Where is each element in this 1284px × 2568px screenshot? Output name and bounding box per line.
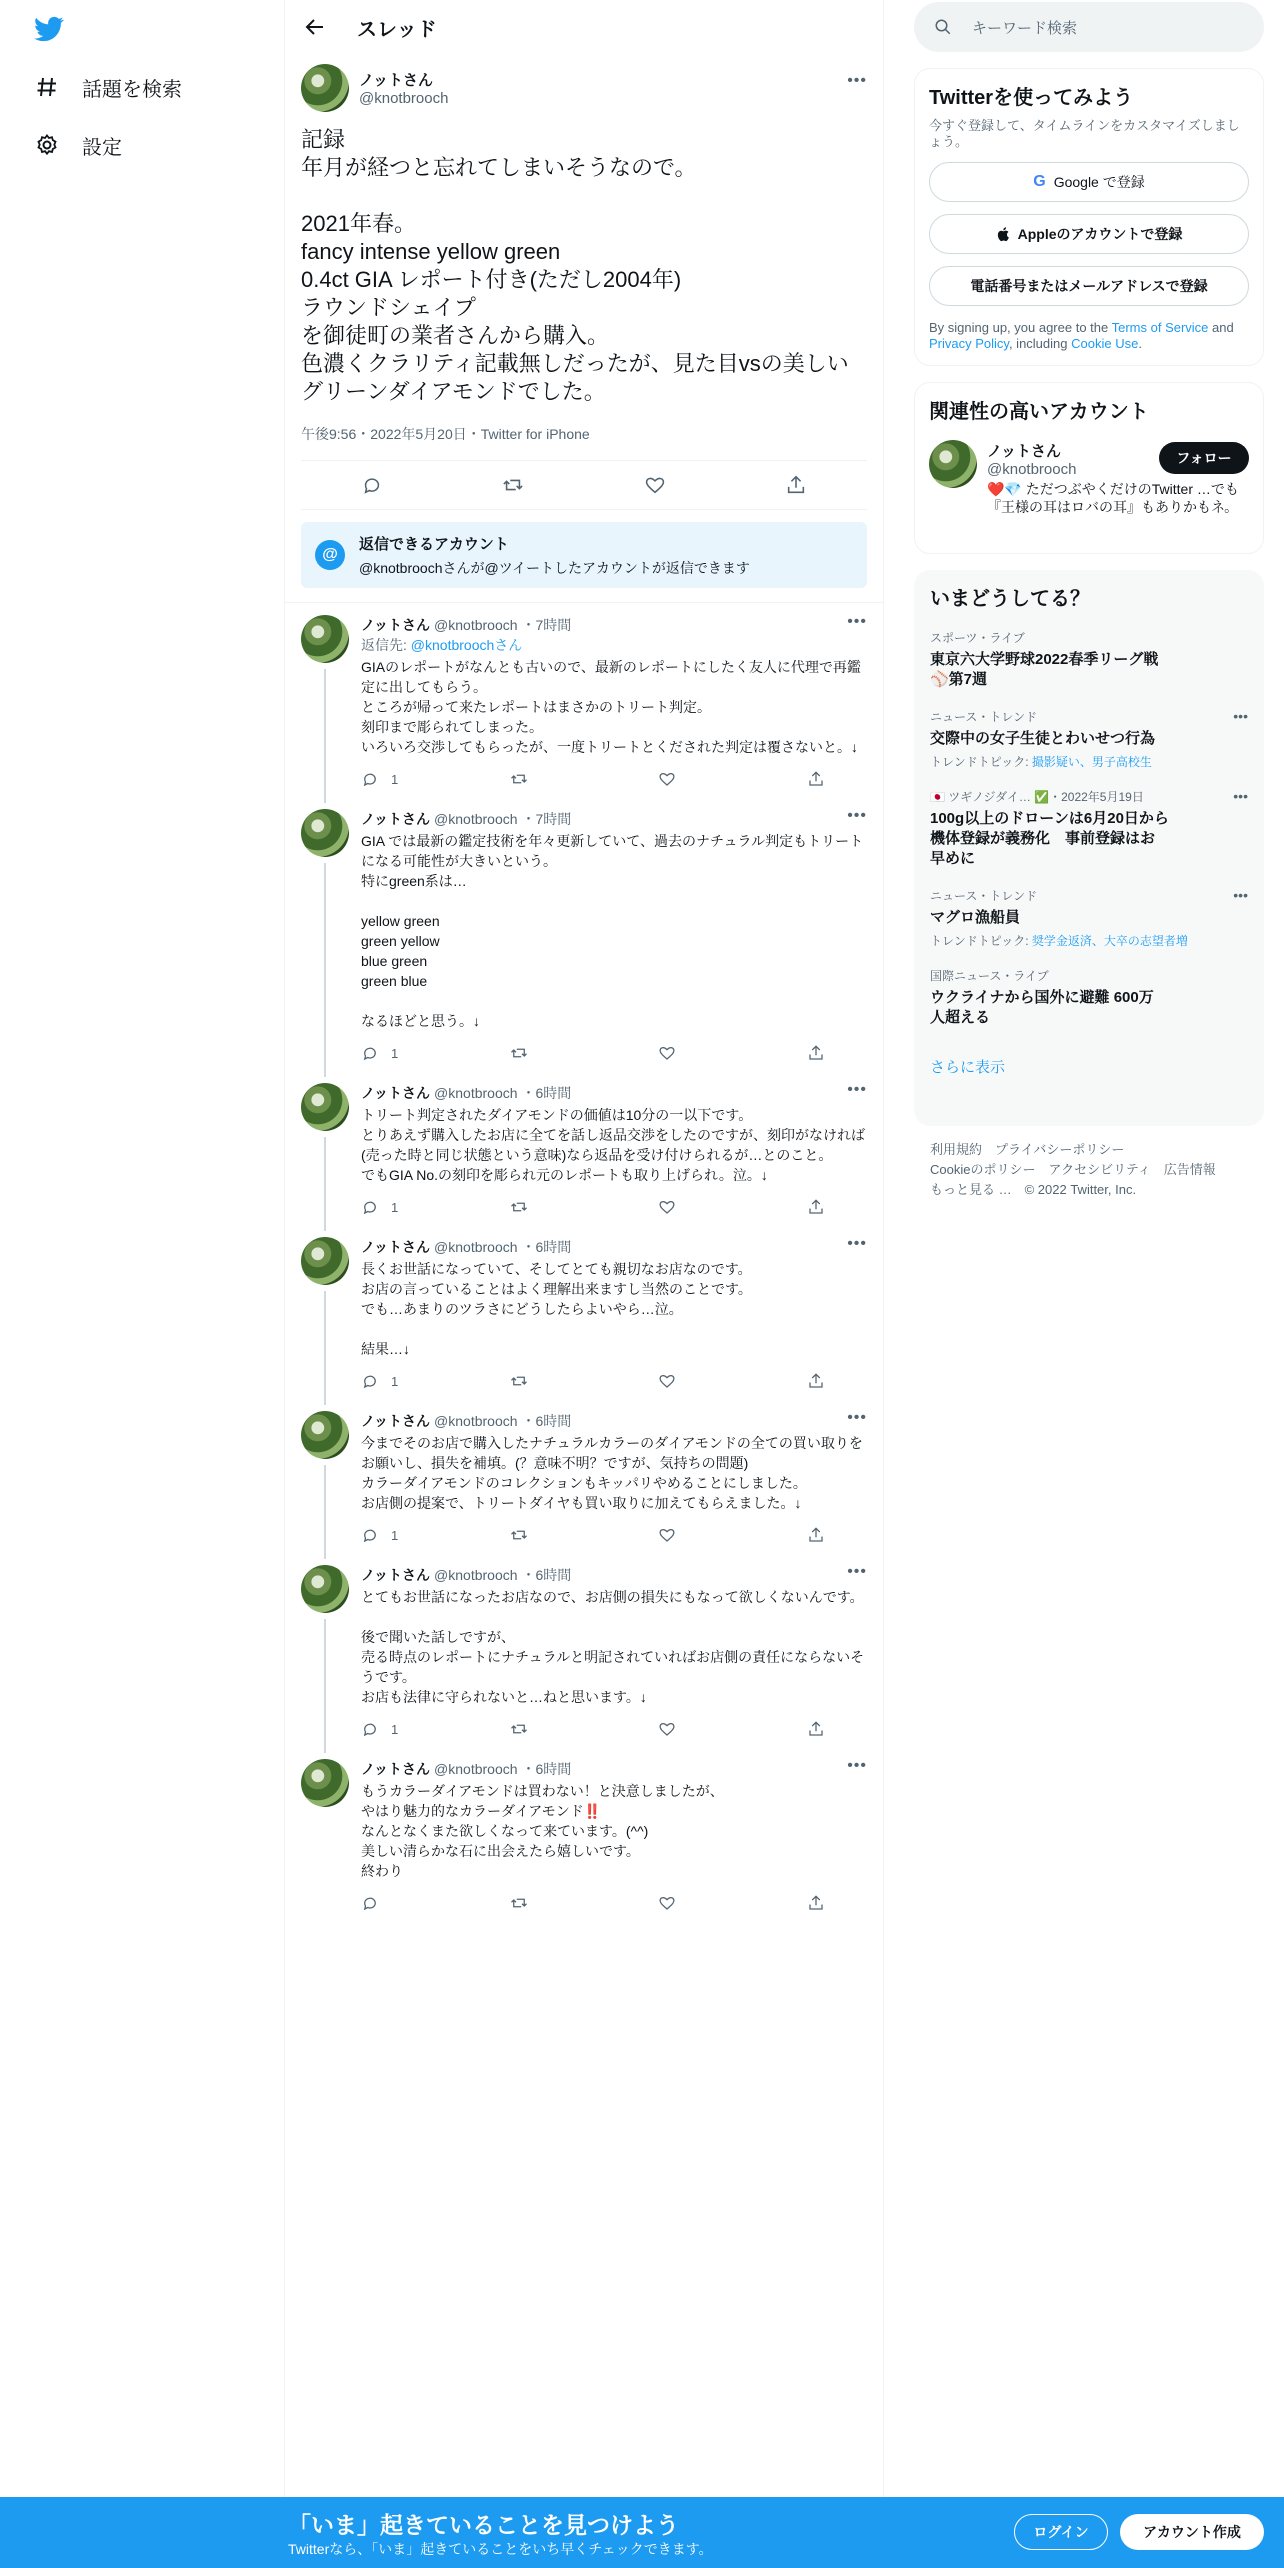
reply-icon[interactable] [361,1894,379,1912]
right-sidebar [914,0,1264,1214]
thread-tweet[interactable] [301,1225,867,1399]
like-icon[interactable] [658,1720,676,1738]
footer-line[interactable]: Cookieのポリシー アクセシビリティ 広告情報 [930,1162,1216,1177]
like-icon[interactable] [658,1894,676,1912]
author-handle[interactable]: @knotbrooch [434,1761,518,1777]
avatar[interactable] [301,1759,349,1807]
gear-icon [34,132,60,158]
like-icon[interactable] [644,474,666,496]
reply-restriction-desc: @knotbroochさんが@ツイートしたアカウントが返信できます [359,559,750,576]
trend-category: ニュース・トレンド [930,889,1038,903]
avatar[interactable] [301,1237,349,1285]
more-options-icon[interactable]: ••• [847,1235,867,1252]
more-options-icon[interactable]: ••• [847,613,867,630]
footer-line[interactable]: もっと見る … © 2022 Twitter, Inc. [930,1182,1137,1197]
thread-connector [324,669,326,803]
thread-replies [285,603,883,1921]
trend-category: ニュース・トレンド [930,710,1038,724]
reply-count: 1 [391,1045,399,1061]
tweet-time[interactable]: ・6時間 [521,1239,572,1255]
tweet-actions [361,1189,867,1225]
retweet-icon[interactable] [510,1894,528,1912]
legal-text: . [1138,336,1142,351]
nav-settings[interactable] [34,125,122,165]
author-handle[interactable]: @knotbrooch [434,1085,518,1101]
more-options-icon[interactable]: ••• [847,1409,867,1426]
share-icon[interactable] [807,1198,825,1216]
avatar[interactable] [929,440,977,488]
thread-connector [324,1619,326,1753]
footer-links [914,1126,1264,1214]
signup-card [914,68,1264,366]
reply-icon[interactable] [361,1198,379,1216]
banner-headline: 「いま」起きていることを見つけよう [288,2512,679,2538]
left-nav [0,0,284,2568]
trend-topics-links[interactable]: 撮影疑い、男子高校生 [1031,755,1152,769]
tweet-time[interactable]: ・6時間 [521,1085,572,1101]
reply-count: 1 [391,1721,399,1737]
trend-category: 国際ニュース・ライブ [930,969,1049,983]
author-name[interactable]: ノットさん [361,1239,431,1255]
trend-item[interactable] [930,887,1248,949]
thread-connector [324,863,326,1077]
more-options-icon[interactable]: ••• [847,1081,867,1098]
reply-to-link[interactable]: @knotbroochさん [410,637,523,653]
trend-category: 🇯🇵 ツギノジダイ… ✅・2022年5月19日 [930,790,1144,804]
tweet-time[interactable]: ・6時間 [521,1567,572,1583]
tweet-text: 記録 年月が経つと忘れてしまいそうなので。 2021年春。 fancy intense yellow green 0.4ct GIA レポート付き(ただし2004年) ラウンドシェイプ を御徒町の業者さんから購入。 色濃くクラリティ記載無しだったが、見た目vsの美しいグリーンダイアモンドでした。 [301,127,849,404]
trend-item[interactable] [930,708,1248,770]
reply-restriction-title: 返信できるアカウント [359,535,509,553]
tweet-text: トリート判定されたダイアモンドの価値は10分の一以下です。 とりあえず購入したお店に全てを話し返品交渉をしたのですが、刻印がなければ(売った時と同じ状態という意味)なら返品を受け付けられるが…とのこと。 でもGIA No.の刻印を彫られ元のレポートも取り上げられ。泣。↓ [361,1107,865,1183]
thread-connector [324,1137,326,1231]
author-handle[interactable]: @knotbrooch [434,1239,518,1255]
tweet-actions [361,1517,867,1553]
thread-connector [324,1465,326,1559]
signup-title: Twitterを使ってみよう [929,87,1134,109]
trend-topics [930,932,1248,949]
reply-icon[interactable] [361,474,383,496]
thread-tweet[interactable] [301,1553,867,1747]
trends-title: いまどうしてる？ [930,588,1090,610]
related-title: 関連性の高いアカウント [929,401,1149,423]
reply-to [361,635,867,655]
related-handle[interactable]: @knotbrooch [987,461,1077,478]
nav-explore[interactable] [34,67,182,107]
author-name[interactable]: ノットさん [361,1567,431,1583]
more-options-icon[interactable]: ••• [1233,788,1248,804]
tweet-text: 今までそのお店で購入したナチュラルカラーのダイアモンドの全ての買い取りをお願いし、損失を補填。(？意味不明？ですが、気持ちの問題) カラーダイアモンドのコレクションもキッパリやめることにしました。 お店側の提案で、トリートダイヤも買い取りに加えてもらえました。↓ [361,1435,863,1511]
privacy-link[interactable]: Privacy Policy [929,336,1009,351]
tweet-text: もうカラーダイアモンドは買わない！と決意しましたが、 やはり魅力的なカラーダイアモンド‼️ なんとなくまた欲しくなって来ています。(^^) 美しい清らかな石に出会えたら嬉しいです。 終わり [361,1783,724,1879]
reply-icon[interactable] [361,1526,379,1544]
author-name[interactable]: ノットさん [361,617,431,633]
phone-email-signup-label: 電話番号またはメールアドレスで登録 [970,278,1208,294]
trend-item[interactable] [930,967,1248,1028]
retweet-icon[interactable] [510,1720,528,1738]
trend-category: スポーツ・ライブ [930,631,1025,645]
apple-signup-button[interactable] [929,214,1249,254]
tweet-text: GIAのレポートがなんとも古いので、最新のレポートにしたく友人に代理で再鑑定に出してもらう。 ところが帰って来たレポートはまさかのトリート判定。 刻印まで彫られてしまった。 いろいろ交渉してもらったが、一度トリートとくだされた判定は覆さないと。↓ [361,659,861,755]
banner-subtext: Twitterなら、「いま」起きていることをいち早くチェックできます。 [288,2541,713,2557]
trend-topics [930,753,1248,770]
tweet-meta[interactable]: 午後9:56・2022年5月20日・Twitter for iPhone [301,426,590,442]
reply-restriction-notice [301,522,867,588]
reply-icon[interactable] [361,1044,379,1062]
avatar[interactable] [301,1411,349,1459]
thread-column [284,0,884,2497]
more-options-icon[interactable]: ••• [847,807,867,824]
author-name[interactable]: ノットさん [361,1761,431,1777]
share-icon[interactable] [807,1526,825,1544]
avatar[interactable] [301,809,349,857]
avatar[interactable] [301,64,349,112]
tweet-actions [361,1363,867,1399]
trend-topics-label: トレンドトピック: [930,755,1032,769]
phone-email-signup-button[interactable] [929,266,1249,306]
trend-name: ウクライナから国外に避難 600万 人超える [930,989,1154,1026]
more-options-icon[interactable]: ••• [1233,887,1248,903]
thread-tweet[interactable] [301,1399,867,1553]
at-sign-icon: @ [315,540,345,570]
tweet-actions [361,1885,867,1921]
trend-name: 東京六大学野球2022春季リーグ戦 ⚾第7週 [930,651,1159,688]
search-icon [934,18,952,36]
tweet-actions [361,1035,867,1071]
retweet-icon[interactable] [502,474,524,496]
signup-subtitle: 今すぐ登録して、タイムラインをカスタマイズしましょう。 [929,118,1240,149]
author-handle[interactable]: @knotbrooch [434,1413,518,1429]
author-handle[interactable]: @knotbrooch [359,90,449,107]
footer-line[interactable]: 利用規約 プライバシーポリシー [930,1142,1125,1157]
tweet-actions [301,460,867,510]
thread-header [285,0,883,54]
reply-count: 1 [391,1199,399,1215]
google-signup-label: Google で登録 [1053,174,1145,190]
nav-explore-label: 話題を検索 [82,78,182,101]
like-icon[interactable] [658,1198,676,1216]
tweet-text: 長くお世話になっていて、そしてとても親切なお店なのです。 お店の言っていることはよく理解出来ますし当然のことです。 でも…あまりのツラさにどうしたらよいやら…泣。 結果…↓ [361,1261,752,1357]
tweet-time[interactable]: ・6時間 [521,1761,572,1777]
share-icon[interactable] [785,474,807,496]
thread-tweet[interactable] [301,1747,867,1921]
google-signup-button[interactable] [929,162,1249,202]
reply-icon[interactable] [361,1720,379,1738]
more-options-icon[interactable]: ••• [847,1563,867,1580]
nav-settings-label: 設定 [82,136,122,159]
retweet-icon[interactable] [510,1372,528,1390]
avatar[interactable] [301,1083,349,1131]
back-arrow-icon[interactable] [303,15,327,39]
reply-count: 1 [391,1373,399,1389]
search-bar[interactable] [914,2,1264,52]
trend-item[interactable] [930,629,1248,690]
author-handle[interactable]: @knotbrooch [434,1567,518,1583]
retweet-icon[interactable] [510,1198,528,1216]
legal-text: By signing up, you agree to the [929,320,1112,335]
reply-count: 1 [391,771,399,787]
trend-name: 100g以上のドローンは6月20日から 機体登録が義務化 事前登録はお 早めに [930,810,1169,867]
share-icon[interactable] [807,1044,825,1062]
author-name[interactable]: ノットさん [361,811,431,827]
thread-tweet[interactable] [301,797,867,1071]
page-title: スレッド [357,18,437,41]
thread-tweet[interactable] [301,1071,867,1225]
trend-item[interactable] [930,788,1248,869]
follow-button[interactable]: フォロー [1159,442,1249,474]
author-handle[interactable]: @knotbrooch [434,811,518,827]
share-icon[interactable] [807,770,825,788]
tweet-time[interactable]: ・7時間 [521,811,572,827]
trend-name: マグロ漁船員 [930,909,1021,926]
related-account[interactable] [929,440,1249,516]
tweet-actions [361,1711,867,1747]
related-accounts-card [914,382,1264,554]
thread-tweet[interactable] [301,603,867,797]
show-more-link[interactable]: さらに表示 [930,1059,1006,1076]
legal-text: and [1208,320,1234,335]
share-icon[interactable] [807,1720,825,1738]
hashtag-icon [34,74,60,100]
like-icon[interactable] [658,770,676,788]
related-name[interactable]: ノットさん [987,443,1061,460]
twitter-logo-icon[interactable] [34,14,64,44]
tweet-time[interactable]: ・6時間 [521,1413,572,1429]
share-icon[interactable] [807,1894,825,1912]
trends-card [914,570,1264,1126]
terms-link[interactable]: Terms of Service [1111,320,1209,335]
reply-icon[interactable] [361,1372,379,1390]
apple-icon [996,226,1010,242]
author-name[interactable]: ノットさん [361,1085,431,1101]
trend-topics-links[interactable]: 奨学金返済、大卒の志望者増 [1031,934,1188,948]
signup-legal [929,320,1249,352]
tweet-time[interactable]: ・7時間 [521,617,572,633]
trend-name: 交際中の女子生徒とわいせつ行為 [930,730,1156,747]
cookie-link[interactable]: Cookie Use [1071,336,1139,351]
reply-count: 1 [391,1527,399,1543]
create-account-button[interactable]: アカウント作成 [1120,2514,1264,2550]
signup-banner [0,2497,1284,2568]
share-icon[interactable] [807,1372,825,1390]
more-options-icon[interactable]: ••• [1233,708,1248,724]
author-handle[interactable]: @knotbrooch [434,617,518,633]
more-options-icon[interactable]: ••• [847,1757,867,1774]
tweet-actions [361,761,867,797]
thread-connector [324,1291,326,1405]
main-tweet [285,54,883,510]
avatar[interactable] [301,615,349,663]
retweet-icon[interactable] [510,770,528,788]
apple-signup-label: Appleのアカウントで登録 [1017,226,1183,242]
google-icon: G [1033,173,1046,190]
retweet-icon[interactable] [510,1044,528,1062]
avatar[interactable] [301,1565,349,1613]
like-icon[interactable] [658,1044,676,1062]
legal-text: , including [1008,336,1072,351]
like-icon[interactable] [658,1526,676,1544]
more-options-icon[interactable]: ••• [847,72,867,89]
tweet-text: GIA では最新の鑑定技術を年々更新していて、過去のナチュラル判定もトリートになる可能性が大きいという。 特にgreen系は… yellow green green yellow blue green green blue なるほどと思う。↓ [361,833,864,1029]
retweet-icon[interactable] [510,1526,528,1544]
login-button[interactable]: ログイン [1014,2514,1108,2550]
related-bio: ❤️💎 ただつぶやくだけのTwitter …でも『王様の耳はロバの耳』もありかもネ。 [987,481,1239,515]
search-input[interactable]: キーワード検索 [972,19,1078,37]
author-name[interactable]: ノットさん [361,1413,431,1429]
reply-to-label: 返信先: [361,637,411,653]
trend-topics-label: トレンドトピック: [930,934,1032,948]
reply-icon[interactable] [361,770,379,788]
like-icon[interactable] [658,1372,676,1390]
author-name[interactable]: ノットさん [359,72,433,89]
tweet-text: とてもお世話になったお店なので、お店側の損失にもなって欲しくないんです。 後で聞いた話しですが、 売る時点のレポートにナチュラルと明記されていればお店側の責任にならないそうです。 お店も法律に守られないと…ねと思います。↓ [361,1589,865,1705]
